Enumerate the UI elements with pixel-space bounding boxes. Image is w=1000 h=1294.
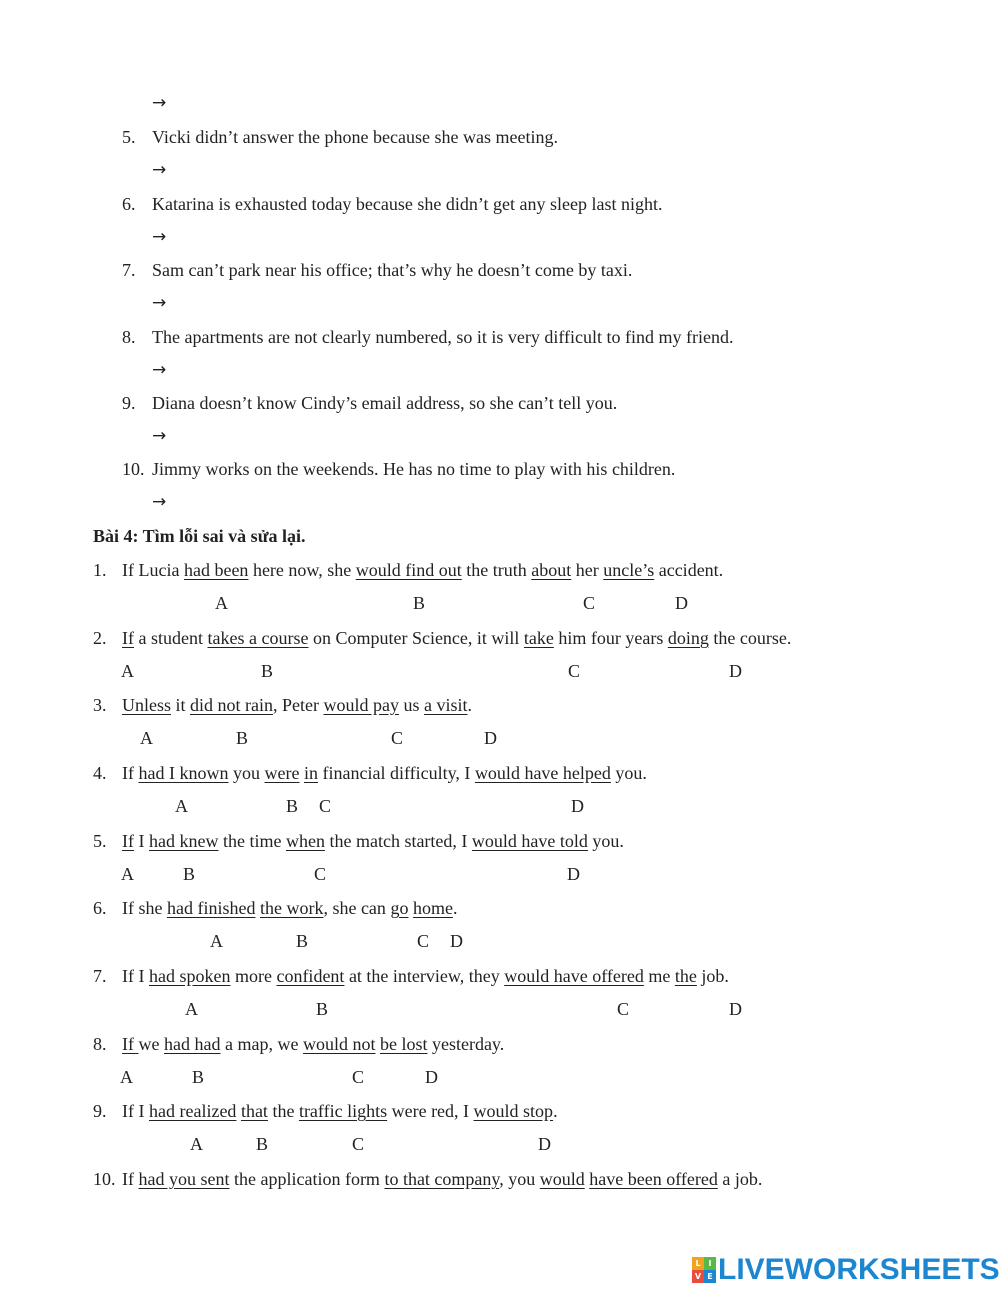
question-number: 3. (93, 695, 107, 715)
underlined-option: If (122, 1034, 139, 1054)
question-sentence (122, 694, 472, 716)
sentence-text: accident. (654, 560, 724, 580)
option-letter-c: C (617, 999, 630, 1019)
rewrite-sentence: Diana doesn’t know Cindy’s email address, so she can’t tell you. (152, 393, 618, 413)
sentence-text: If I (122, 1101, 149, 1121)
rewrite-sentence: Jimmy works on the weekends. He has no time to play with his children. (152, 459, 676, 479)
question-number: 5. (93, 831, 107, 851)
sentence-text: it (171, 695, 191, 715)
rewrite-sentence: Vicki didn’t answer the phone because she was meeting. (152, 127, 558, 147)
answer-arrow-icon: → (152, 360, 167, 380)
underlined-option: had been (183, 560, 249, 580)
question-number: 4. (93, 763, 107, 783)
underlined-option: had knew (149, 831, 219, 851)
question-sentence (122, 1168, 762, 1190)
option-letter-d: D (571, 796, 584, 816)
sentence-text: we (138, 1034, 164, 1054)
underlined-option: would have offered (504, 966, 644, 986)
answer-arrow-icon: → (152, 492, 167, 512)
option-letter-a: A (121, 864, 134, 884)
option-letter-d: D (425, 1067, 438, 1087)
question-sentence (122, 1033, 504, 1055)
underlined-option: had realized (148, 1101, 237, 1121)
logo-text: LIVEWORKSHEETS (718, 1253, 1000, 1286)
option-letter-c: C (352, 1134, 365, 1154)
option-letter-a: A (121, 661, 134, 681)
question-sentence (122, 762, 647, 784)
sentence-text: you. (610, 763, 647, 783)
item-number: 7. (122, 260, 136, 280)
answer-arrow-icon: → (152, 93, 167, 113)
sentence-text: , Peter (273, 695, 324, 715)
underlined-option: a visit (424, 695, 468, 715)
sentence-text: the truth (461, 560, 532, 580)
option-letter-c: C (417, 931, 430, 951)
option-letter-b: B (296, 931, 309, 951)
underlined-option: the (674, 966, 697, 986)
underlined-option: were (264, 763, 300, 783)
option-letter-d: D (450, 931, 463, 951)
sentence-text: a map, we (220, 1034, 303, 1054)
option-letter-a: A (210, 931, 223, 951)
logo-mark-v: V (692, 1270, 704, 1283)
underlined-option: doing (667, 628, 709, 648)
underlined-option: If (122, 831, 134, 851)
underlined-option: would (539, 1169, 585, 1189)
answer-arrow-icon: → (152, 293, 167, 313)
option-letter-b: B (286, 796, 299, 816)
underlined-option: would find out (355, 560, 462, 580)
option-letter-b: B (261, 661, 274, 681)
underlined-option: had spoken (148, 966, 231, 986)
underlined-option: that (240, 1101, 268, 1121)
question-number: 9. (93, 1101, 107, 1121)
question-sentence (122, 830, 624, 852)
option-letter-c: C (314, 864, 327, 884)
option-letter-a: A (185, 999, 198, 1019)
sentence-text: the time (218, 831, 286, 851)
underlined-option: have been offered (589, 1169, 718, 1189)
underlined-option: would have told (471, 831, 588, 851)
option-letter-a: A (175, 796, 188, 816)
sentence-text: a student (134, 628, 208, 648)
sentence-text: on Computer Science, it will (308, 628, 524, 648)
item-number: 5. (122, 127, 136, 147)
underlined-option: take (523, 628, 554, 648)
sentence-text: If (122, 1169, 139, 1189)
sentence-text: . (452, 898, 458, 918)
rewrite-sentence: Sam can’t park near his office; that’s why he doesn’t come by taxi. (152, 260, 633, 280)
underlined-option: traffic lights (298, 1101, 388, 1121)
sentence-text: If she (122, 898, 167, 918)
question-number: 10. (93, 1169, 116, 1189)
option-letter-b: B (316, 999, 329, 1019)
sentence-text: , you (499, 1169, 540, 1189)
underlined-option: about (531, 560, 572, 580)
answer-arrow-icon: → (152, 160, 167, 180)
sentence-text: financial difficulty, I (317, 763, 475, 783)
option-letter-a: A (120, 1067, 133, 1087)
sentence-text: him four years (553, 628, 668, 648)
option-letter-a: A (215, 593, 228, 613)
question-sentence (122, 965, 729, 987)
item-number: 6. (122, 194, 136, 214)
sentence-text: the course. (708, 628, 792, 648)
underlined-option: had I known (138, 763, 229, 783)
rewrite-sentence: The apartments are not clearly numbered, so it is very difficult to find my friend. (152, 327, 734, 347)
sentence-text: I (134, 831, 149, 851)
option-letter-b: B (192, 1067, 205, 1087)
underlined-option: had had (164, 1034, 221, 1054)
option-letter-b: B (236, 728, 249, 748)
sentence-text: the (267, 1101, 299, 1121)
sentence-text: If Lucia (122, 560, 184, 580)
logo-mark-i: I (704, 1257, 716, 1270)
question-number: 1. (93, 560, 107, 580)
question-sentence (122, 559, 723, 581)
question-sentence (122, 627, 791, 649)
logo-mark-l: L (692, 1257, 704, 1270)
underlined-option: home (412, 898, 453, 918)
question-number: 6. (93, 898, 107, 918)
underlined-option: the work (259, 898, 324, 918)
option-letter-d: D (484, 728, 497, 748)
option-letter-c: C (568, 661, 581, 681)
sentence-text: the match started, I (324, 831, 472, 851)
option-letter-d: D (675, 593, 688, 613)
option-letter-b: B (183, 864, 196, 884)
underlined-option: when (285, 831, 325, 851)
sentence-text: the application form (229, 1169, 385, 1189)
underlined-option: had you sent (138, 1169, 230, 1189)
option-letter-d: D (538, 1134, 551, 1154)
underlined-option: in (303, 763, 318, 783)
liveworksheets-logo (692, 1252, 1000, 1288)
option-letter-c: C (391, 728, 404, 748)
option-letter-b: B (413, 593, 426, 613)
underlined-option: uncle’s (603, 560, 655, 580)
sentence-text: yesterday. (427, 1034, 505, 1054)
sentence-text: you. (587, 831, 624, 851)
question-number: 2. (93, 628, 107, 648)
rewrite-sentence: Katarina is exhausted today because she didn’t get any sleep last night. (152, 194, 663, 214)
underlined-option: had finished (166, 898, 256, 918)
option-letter-c: C (319, 796, 332, 816)
sentence-text: . (553, 1101, 558, 1121)
answer-arrow-icon: → (152, 227, 167, 247)
option-letter-d: D (567, 864, 580, 884)
option-letter-d: D (729, 999, 742, 1019)
item-number: 10. (122, 459, 145, 479)
item-number: 9. (122, 393, 136, 413)
sentence-text: more (230, 966, 277, 986)
sentence-text: If (122, 763, 139, 783)
logo-mark-icon (692, 1257, 716, 1283)
sentence-text: a job. (717, 1169, 763, 1189)
underlined-option: would stop (473, 1101, 554, 1121)
underlined-option: would have helped (474, 763, 611, 783)
sentence-text: me (643, 966, 675, 986)
underlined-option: would not (302, 1034, 376, 1054)
sentence-text: were red, I (387, 1101, 474, 1121)
sentence-text: at the interview, they (344, 966, 505, 986)
underlined-option: go (390, 898, 409, 918)
underlined-option: would pay (323, 695, 399, 715)
sentence-text: her (571, 560, 604, 580)
option-letter-d: D (729, 661, 742, 681)
option-letter-c: C (583, 593, 596, 613)
question-number: 8. (93, 1034, 107, 1054)
sentence-text: us (399, 695, 425, 715)
sentence-text: you (228, 763, 265, 783)
sentence-text: If I (122, 966, 149, 986)
question-number: 7. (93, 966, 107, 986)
question-sentence (122, 897, 457, 919)
underlined-option: confident (276, 966, 345, 986)
option-letter-c: C (352, 1067, 365, 1087)
sentence-text: job. (696, 966, 729, 986)
option-letter-a: A (140, 728, 153, 748)
underlined-option: to that company (384, 1169, 500, 1189)
underlined-option: Unless (122, 695, 171, 715)
sentence-text: here now, she (248, 560, 356, 580)
underlined-option: takes a course (207, 628, 309, 648)
option-letter-a: A (190, 1134, 203, 1154)
sentence-text: , she can (323, 898, 391, 918)
underlined-option: If (122, 628, 134, 648)
option-letter-b: B (256, 1134, 269, 1154)
underlined-option: did not rain (190, 695, 274, 715)
answer-arrow-icon: → (152, 426, 167, 446)
section-title: Bài 4: Tìm lỗi sai và sửa lại. (93, 526, 306, 546)
underlined-option: be lost (379, 1034, 428, 1054)
logo-mark-e: E (704, 1270, 716, 1283)
question-sentence (122, 1100, 558, 1122)
sentence-text: . (467, 695, 473, 715)
item-number: 8. (122, 327, 136, 347)
